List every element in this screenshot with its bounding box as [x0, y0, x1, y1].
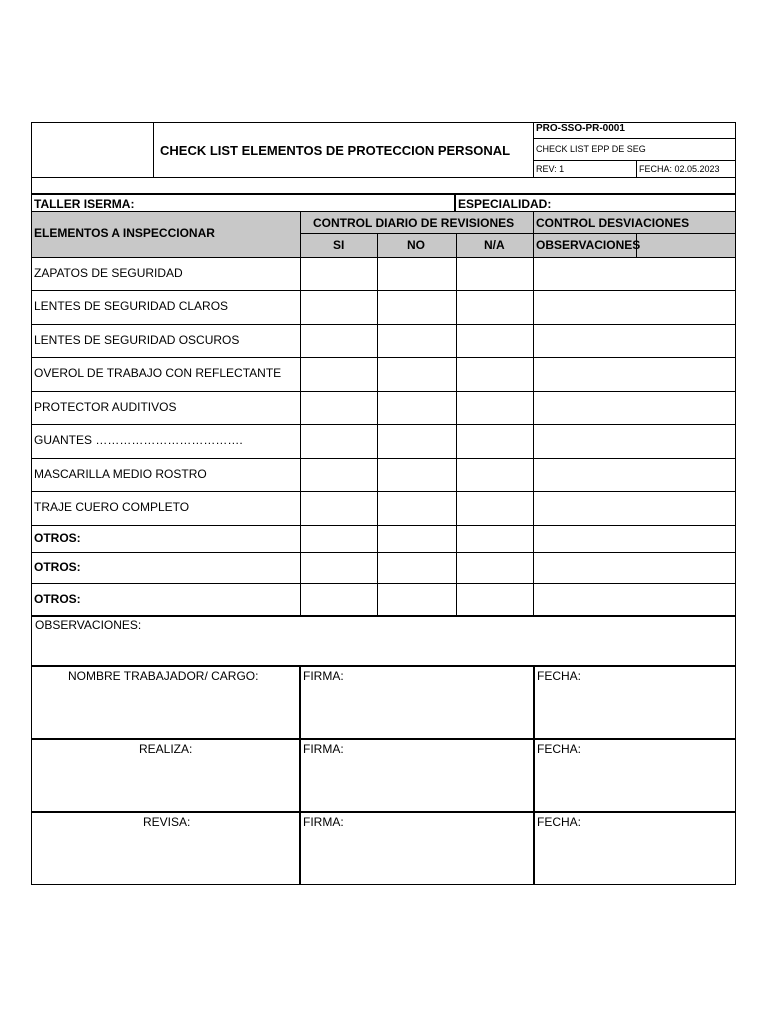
table-row: TRAJE CUERO COMPLETO [34, 500, 190, 514]
col-si: SI [333, 238, 345, 252]
table-row: OTROS: [34, 531, 81, 545]
table-row: LENTES DE SEGURIDAD CLAROS [34, 299, 229, 313]
control-diario-header: CONTROL DIARIO DE REVISIONES [313, 216, 515, 230]
observaciones-label: OBSERVACIONES: [35, 618, 142, 632]
table-row: LENTES DE SEGURIDAD OSCUROS [34, 333, 240, 347]
revisa-label: REVISA: [143, 815, 191, 829]
revision-label: REV: 1 [536, 164, 565, 174]
realiza-label: REALIZA: [139, 742, 193, 756]
col-no: NO [407, 238, 425, 252]
document-code: PRO-SSO-PR-0001 [536, 123, 625, 134]
table-row: MASCARILLA MEDIO ROSTRO [34, 467, 207, 481]
control-desviaciones-header: CONTROL DESVIACIONES [536, 216, 690, 230]
form-title: CHECK LIST ELEMENTOS DE PROTECCION PERSONAL [160, 143, 511, 158]
especialidad-label: ESPECIALIDAD: [458, 197, 552, 211]
col-na: N/A [484, 238, 505, 252]
table-row: OTROS: [34, 592, 81, 606]
firma-label: FIRMA: [303, 742, 344, 756]
document-subtitle: CHECK LIST EPP DE SEG [536, 144, 646, 154]
table-row: OTROS: [34, 560, 81, 574]
table-row: GUANTES ………………………………. [34, 433, 243, 447]
col-observaciones: OBSERVACIONES [536, 238, 641, 252]
fecha-label: FECHA: [537, 815, 582, 829]
table-row: PROTECTOR AUDITIVOS [34, 400, 177, 414]
elementos-header: ELEMENTOS A INSPECCIONAR [34, 226, 215, 240]
table-row: ZAPATOS DE SEGURIDAD [34, 266, 183, 280]
fecha-label: FECHA: 02.05.2023 [639, 164, 720, 174]
fecha-label: FECHA: [537, 669, 582, 683]
table-row: OVEROL DE TRABAJO CON REFLECTANTE [34, 366, 282, 380]
firma-label: FIRMA: [303, 815, 344, 829]
fecha-label: FECHA: [537, 742, 582, 756]
taller-label: TALLER ISERMA: [34, 197, 135, 211]
firma-label: FIRMA: [303, 669, 344, 683]
nombre-trabajador-label: NOMBRE TRABAJADOR/ CARGO: [68, 669, 259, 683]
